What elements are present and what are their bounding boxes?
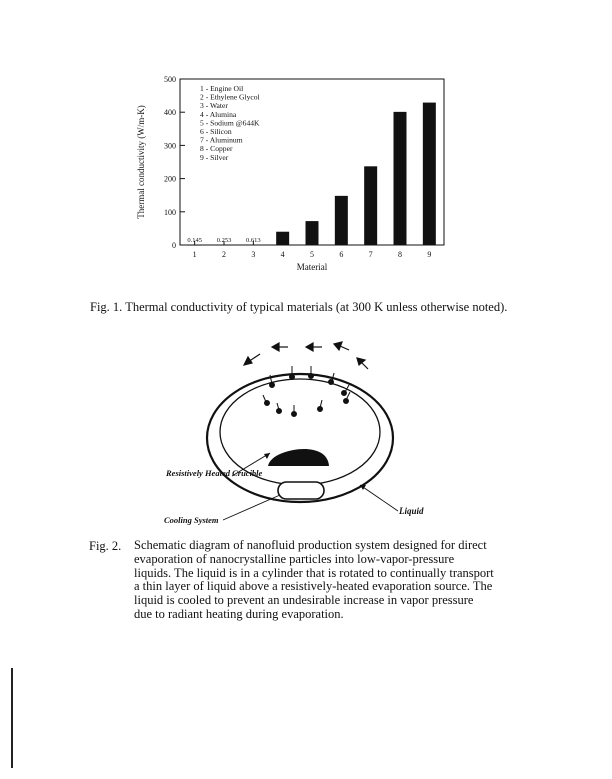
- x-tick-label: 1: [192, 250, 197, 259]
- cooling-system-label: Cooling System: [164, 515, 219, 525]
- x-tick-label: 8: [398, 250, 402, 259]
- crucible-source: [268, 449, 329, 466]
- bar-material-3: [247, 245, 260, 246]
- scan-margin-line: [11, 668, 13, 768]
- y-tick-label: 500: [164, 75, 176, 84]
- figure-1-caption: Fig. 1. Thermal conductivity of typical materials (at 300 K unless otherwise noted).: [90, 300, 508, 314]
- x-tick-label: 3: [251, 250, 256, 259]
- legend-entry: 8 - Copper: [200, 144, 233, 154]
- cooling-leader: [223, 495, 280, 520]
- bar-material-1: [188, 245, 201, 246]
- legend-entry: 4 - Alumina: [200, 109, 237, 119]
- x-tick-label: 6: [339, 250, 344, 259]
- y-tick-label: 0: [172, 241, 176, 250]
- figure-2-caption-label: Fig. 2.: [89, 539, 122, 553]
- bar-material-8: [394, 112, 407, 245]
- figure-2-caption: Schematic diagram of nanofluid production system designed for direct evaporation of nanocrystalline particles into low-vapor-pressure liquids. The liquid is in a cylinder that is rotated to continually transport a thin layer of liquid above a resistively-heated evaporation source. The liquid is cooled to prevent an undesirable increase in vapor pressure due to radiant heating during evaporation.: [134, 538, 494, 621]
- x-tick-label: 4: [280, 250, 285, 259]
- x-tick-label: 5: [310, 250, 314, 259]
- nanofluid-production-diagram: [120, 335, 460, 535]
- liquid-label: Liquid: [399, 506, 424, 516]
- liquid-leader: [360, 485, 398, 511]
- legend-entry: 6 - Silicon: [200, 127, 232, 136]
- bar-material-9: [423, 103, 436, 245]
- x-tick-label: 7: [368, 250, 373, 259]
- legend-entry: 3 - Water: [200, 101, 228, 111]
- legend-entry: 1 - Engine Oil: [200, 84, 244, 93]
- x-axis-label: Material: [296, 262, 328, 272]
- y-axis-label: Thermal conductivity (W/m-K): [136, 105, 146, 219]
- x-tick-label: 9: [427, 250, 432, 259]
- bar-material-5: [306, 221, 319, 245]
- legend-entry: 7 - Aluminum: [200, 135, 243, 145]
- bar-material-4: [276, 232, 289, 245]
- y-tick-label: 300: [164, 141, 176, 151]
- crucible-label: Resistively Heated Crucible: [166, 468, 263, 478]
- bar-material-6: [335, 196, 348, 245]
- cooling-system-slot: [278, 482, 324, 499]
- data-label: 0.253: [216, 237, 232, 244]
- legend-entry: 2 - Ethylene Glycol: [200, 92, 260, 102]
- x-tick-label: 2: [222, 250, 226, 259]
- legend-entry: 9 - Silver: [200, 152, 229, 162]
- rotation-arrows: [244, 342, 368, 369]
- y-tick-label: 200: [164, 174, 176, 184]
- legend-entry: 5 - Sodium @644K: [200, 118, 260, 128]
- data-label: 0.613: [246, 237, 261, 244]
- bar-material-2: [218, 245, 231, 246]
- y-tick-label: 100: [164, 207, 176, 217]
- thermal-conductivity-chart: [130, 65, 450, 280]
- y-tick-label: 400: [164, 108, 176, 118]
- data-label: 0.145: [187, 237, 202, 244]
- bar-material-7: [364, 166, 377, 245]
